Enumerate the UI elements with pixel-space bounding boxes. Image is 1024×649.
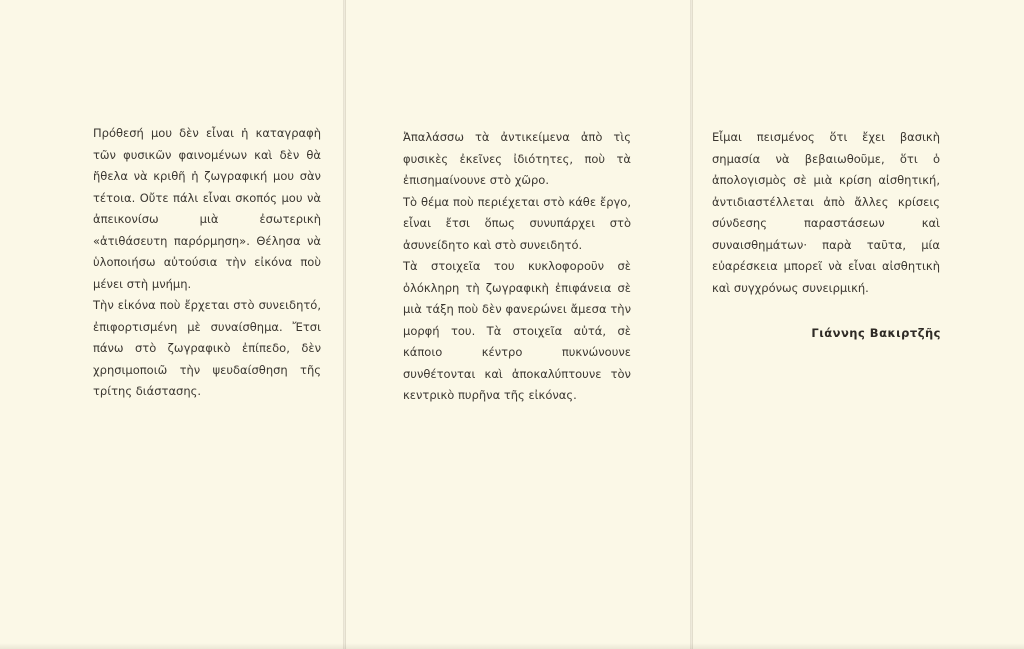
brochure-panel-right — [693, 0, 1024, 649]
panel-text-middle — [403, 127, 635, 407]
author-signature: Γιάννης Βακιρτζῆς — [811, 326, 941, 340]
paragraph: Τὴν εἰκόνα ποὺ ἔρχεται στὸ συνειδητό, ἐπιφορτισμένη μὲ συναίσθημα. Ἔτσι πάνω στὸ ζωγραφικὸ ἐπίπεδο, δὲν χρησιμοποιῶ τὴν ψευδαίσθηση τῆς τρίτης διάστασης. — [93, 298, 325, 398]
panel-text-left — [93, 123, 325, 403]
paragraph: Τὰ στοιχεῖα του κυκλοφοροῦν σὲ ὁλόκληρη τὴ ζωγραφικὴ ἐπιφάνεια σὲ μιὰ τάξη ποὺ δὲν φανερώνει ἄμεσα τὴν μορφή του. Τὰ στοιχεῖα αὐτά, σὲ κάποιο κέντρο πυκνώνουνε συνθέτονται καὶ ἀποκαλύπτουνε τὸν κεντρικὸ πυρῆνα τῆς εἰκόνας. — [403, 259, 635, 402]
paragraph: Τὸ θέμα ποὺ περιέχεται στὸ κάθε ἔργο, εἶναι ἔτσι ὅπως συνυπάρχει στὸ ἀσυνείδητο καὶ στὸ συνειδητό. — [403, 194, 635, 252]
paragraph: Πρόθεσή μου δὲν εἶναι ἡ καταγραφὴ τῶν φυσικῶν φαινομένων καὶ δὲν θὰ ἤθελα νὰ κριθῆ ἡ ζωγραφική μου σὰν τέτοια. Οὔτε πάλι εἶναι σκοπός μου νὰ ἀπεικονίσω μιὰ ἐσωτερικὴ «ἀτιθάσευτη παρόρμηση». Θέλησα νὰ ὑλοποιήσω αὐτούσια τὴν εἰκόνα ποὺ μένει στὴ μνήμη. — [93, 126, 325, 291]
paragraph: Εἶμαι πεισμένος ὅτι ἔχει βασικὴ σημασία νὰ βεβαιωθοῦμε, ὅτι ὁ ἀπολογισμὸς σὲ μιὰ κρίση αἰσθητική, ἀντιδιαστέλλεται ἀπὸ ἄλλες κρίσεις σύνδεσης παραστάσεων καὶ συναισθημάτων· παρὰ ταῦτα, μία εὐαρέσκεια μπορεῖ νὰ εἶναι αἰσθητικὴ καὶ συγχρόνως συνειρμική. — [712, 130, 944, 295]
brochure-panel-middle — [346, 0, 690, 649]
panel-text-right — [712, 127, 944, 299]
paragraph: Ἀπαλάσσω τὰ ἀντικείμενα ἀπὸ τὶς φυσικὲς ἐκεῖνες ἰδιότητες, ποὺ τὰ ἐπισημαίνουνε στὸ χῶρο. — [403, 130, 635, 187]
brochure-panel-left — [0, 0, 343, 649]
page-bottom-shadow — [0, 643, 1024, 649]
